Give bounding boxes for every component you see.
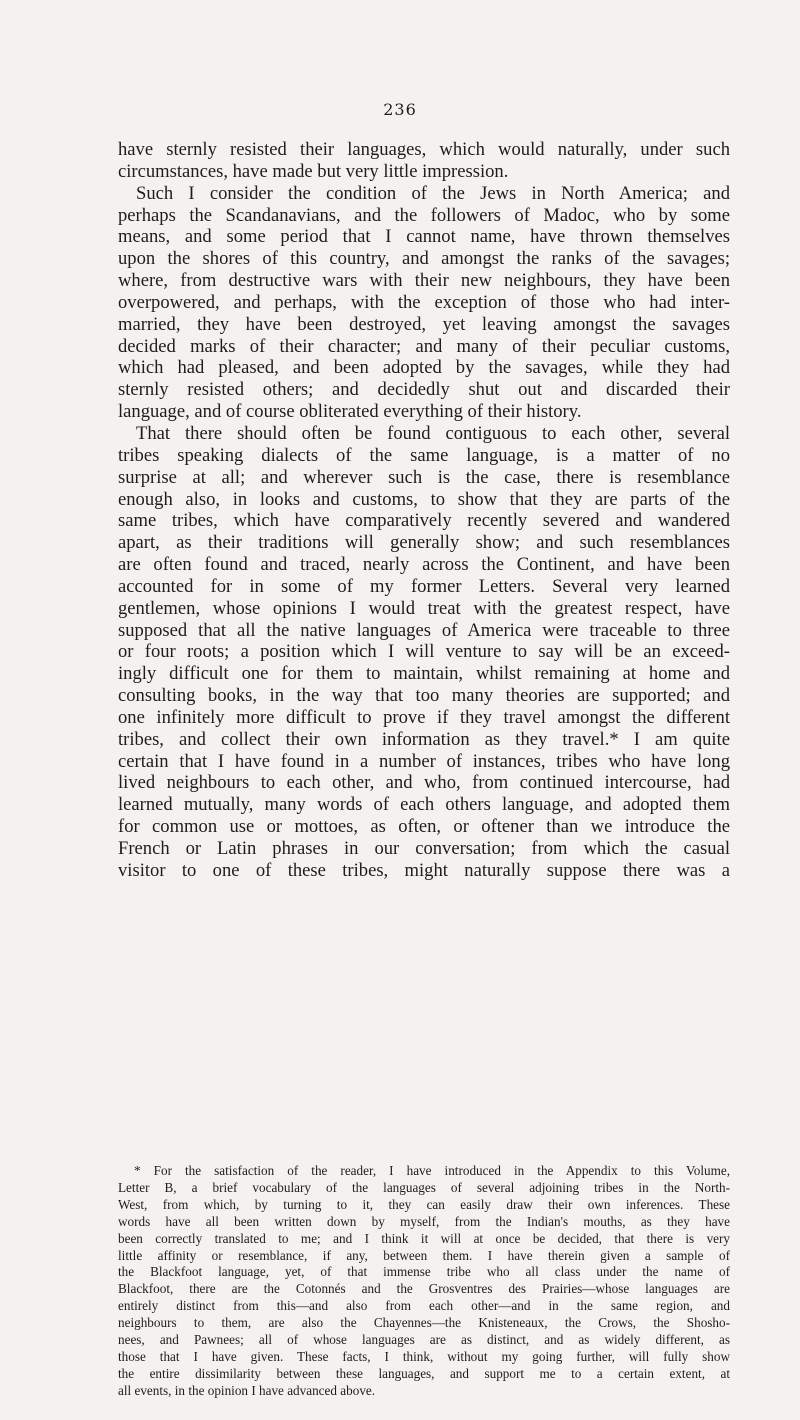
body-line: accounted for in some of my former Letters. Several very learned <box>118 575 730 597</box>
main-text <box>118 139 730 882</box>
page-number: 236 <box>383 100 417 119</box>
body-line: tribes speaking dialects of the same language, is a matter of no <box>118 444 730 466</box>
body-line: French or Latin phrases in our conversation; from which the casual <box>118 838 730 859</box>
body-line: consulting books, in the way that too many theories are supported; and <box>118 685 730 707</box>
footnote <box>118 1163 730 1400</box>
footnote-line: neighbours to them, are also the Chayennes—the Knisteneaux, the Crows, the Shosho- <box>118 1315 730 1331</box>
body-line: learned mutually, many words of each others language, and adopted them <box>118 794 730 816</box>
body-line: Such I consider the condition of the Jews in North America; and <box>136 182 730 204</box>
body-line: ingly difficult one for them to maintain, whilst remaining at home and <box>118 663 730 685</box>
footnote-line: words have all been written down by myself, from the Indian's mouths, as they have <box>118 1213 730 1229</box>
body-line: same tribes, which have comparatively recently severed and wandered <box>118 510 730 532</box>
body-line: decided marks of their character; and many of their peculiar customs, <box>118 335 730 357</box>
body-line: one infinitely more difficult to prove if they travel amongst the different <box>118 706 730 728</box>
footnote-line: entirely distinct from this—and also from each other—and in the same region, and <box>118 1298 730 1314</box>
body-line: upon the shores of this country, and amongst the ranks of the savages; <box>118 248 730 270</box>
body-line: for common use or mottoes, as often, or oftener than we introduce the <box>118 816 730 838</box>
body-line: have sternly resisted their languages, which would naturally, under such <box>118 139 730 160</box>
body-line: means, and some period that I cannot name, have thrown themselves <box>118 226 730 248</box>
body-line: are often found and traced, nearly across the Continent, and have been <box>118 554 730 576</box>
footnote-line: * For the satisfaction of the reader, I have introduced in the Appendix to this Volume, <box>134 1163 730 1178</box>
body-line: language, and of course obliterated everything of their history. <box>118 401 582 423</box>
footnote-line: the entire dissimilarity between these languages, and support me to a certain extent, at <box>118 1365 730 1381</box>
body-line: married, they have been destroyed, yet leaving amongst the savages <box>118 313 730 335</box>
body-line: visitor to one of these tribes, might naturally suppose there was a <box>118 859 730 881</box>
body-line: circumstances, have made but very little impression. <box>118 160 509 182</box>
footnote-line: West, from which, by turning to it, they can easily draw their own inferences. These <box>118 1196 730 1212</box>
body-line: where, from destructive wars with their new neighbours, they have been <box>118 270 730 292</box>
body-line: surprise at all; and wherever such is the case, there is resemblance <box>118 466 730 488</box>
body-line: or four roots; a position which I will venture to say will be an exceed- <box>118 641 730 663</box>
footnote-line: little affinity or resemblance, if any, between them. I have therein given a sample of <box>118 1247 730 1263</box>
footnote-line: been correctly translated to me; and I think it will at once be decided, that there is very <box>118 1230 730 1246</box>
footnote-line: those that I have given. These facts, I think, without my going further, will fully show <box>118 1348 730 1364</box>
body-line: That there should often be found contiguous to each other, several <box>136 422 730 444</box>
body-line: lived neighbours to each other, and who, from continued intercourse, had <box>118 772 730 794</box>
body-line: supposed that all the native languages of America were traceable to three <box>118 619 730 641</box>
footnote-line: Blackfoot, there are the Cotonnés and the Grosventres des Prairies—whose languages are <box>118 1281 730 1297</box>
body-line: certain that I have found in a number of instances, tribes who have long <box>118 750 730 772</box>
footnote-line: the Blackfoot language, yet, of that immense tribe who all class under the name of <box>118 1264 730 1280</box>
footnote-line: nees, and Pawnees; all of whose languages are as distinct, and as widely different, as <box>118 1332 730 1348</box>
body-line: gentlemen, whose opinions I would treat with the greatest respect, have <box>118 597 730 619</box>
body-line: sternly resisted others; and decidedly shut out and discarded their <box>118 379 730 401</box>
body-line: enough also, in looks and customs, to show that they are parts of the <box>118 488 730 510</box>
body-line: tribes, and collect their own information as they travel.* I am quite <box>118 728 730 750</box>
body-line: overpowered, and perhaps, with the exception of those who had inter- <box>118 291 730 313</box>
footnote-line: all events, in the opinion I have advanced above. <box>118 1382 376 1398</box>
footnote-line: Letter B, a brief vocabulary of the languages of several adjoining tribes in the North- <box>118 1179 730 1195</box>
body-line: apart, as their traditions will generally show; and such resemblances <box>118 532 730 554</box>
body-line: which had pleased, and been adopted by the savages, while they had <box>118 357 730 379</box>
body-line: perhaps the Scandanavians, and the followers of Madoc, who by some <box>118 204 730 226</box>
